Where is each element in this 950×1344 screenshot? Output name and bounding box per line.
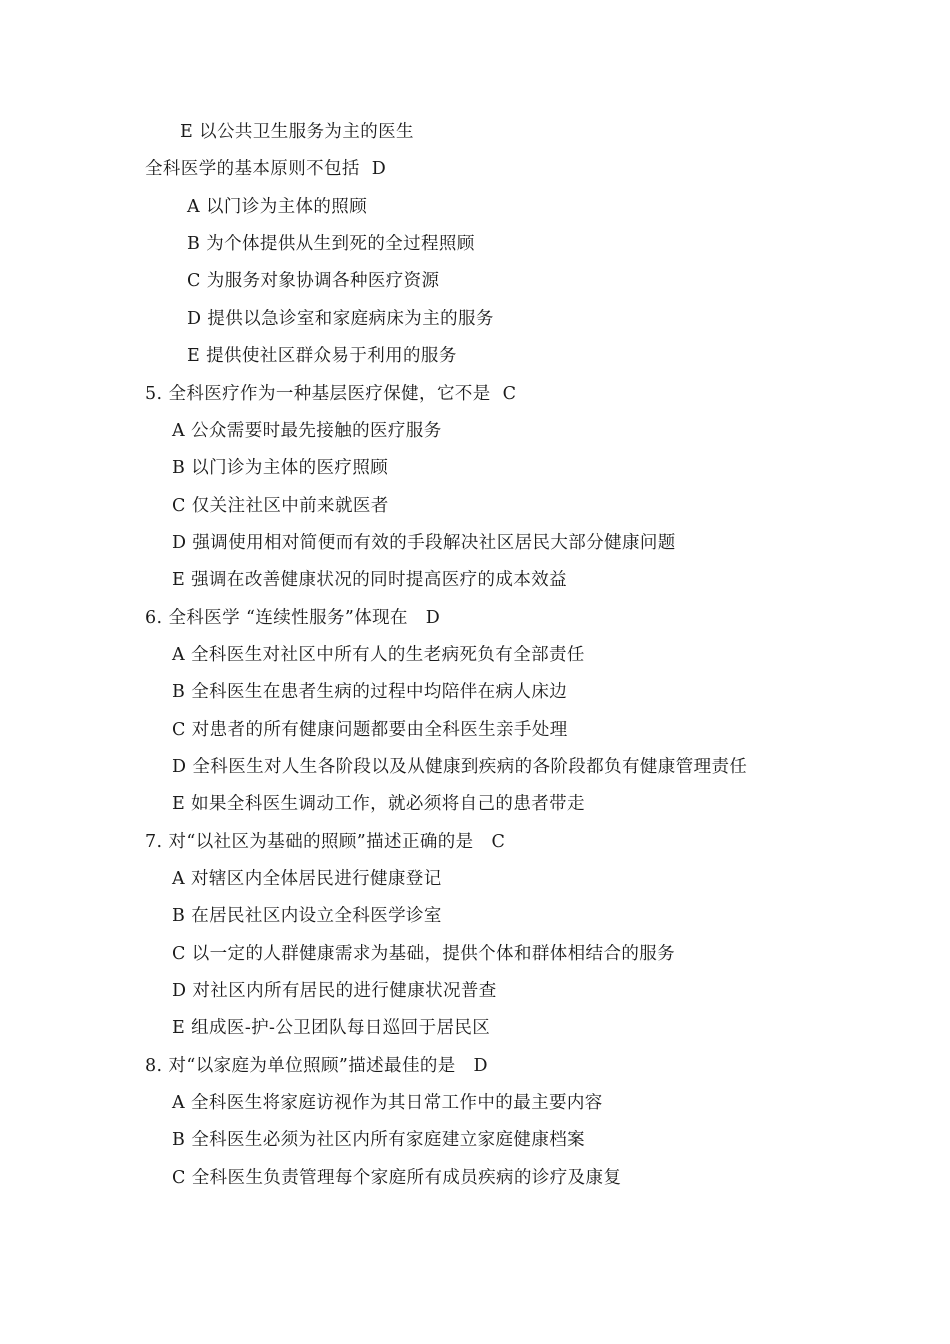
question-5-line: 5. 全科医疗作为一种基层医疗保健，它不是 C [145, 384, 517, 404]
option-c-line: C 以一定的人群健康需求为基础，提供个体和群体相结合的服务 [172, 944, 676, 964]
option-a-line: A 全科医生对社区中所有人的生老病死负有全部责任 [172, 645, 585, 665]
option-c-line: C 为服务对象协调各种医疗资源 [187, 271, 440, 291]
option-e-line: E 强调在改善健康状况的同时提高医疗的成本效益 [172, 570, 568, 590]
option-c-line: C 对患者的所有健康问题都要由全科医生亲手处理 [172, 720, 568, 740]
option-c-line: C 仅关注社区中前来就医者 [172, 496, 389, 516]
option-d-line: D 强调使用相对简便而有效的手段解决社区居民大部分健康问题 [172, 533, 676, 553]
option-e-line: E 以公共卫生服务为主的医生 [180, 122, 414, 142]
option-d-line: D 全科医生对人生各阶段以及从健康到疾病的各阶段都负有健康管理责任 [172, 757, 748, 777]
option-b-line: B 在居民社区内设立全科医学诊室 [172, 906, 442, 926]
option-a-line: A 以门诊为主体的照顾 [187, 197, 368, 217]
option-d-line: D 提供以急诊室和家庭病床为主的服务 [187, 309, 494, 329]
option-e-line: E 提供使社区群众易于利用的服务 [187, 346, 457, 366]
option-b-line: B 为个体提供从生到死的全过程照顾 [187, 234, 475, 254]
option-e-line: E 如果全科医生调动工作，就必须将自己的患者带走 [172, 794, 585, 814]
option-b-line: B 以门诊为主体的医疗照顾 [172, 458, 389, 478]
option-a-line: A 对辖区内全体居民进行健康登记 [172, 869, 442, 889]
option-b-line: B 全科医生在患者生病的过程中均陪伴在病人床边 [172, 682, 568, 702]
question-line: 全科医学的基本原则不包括 D [145, 159, 387, 179]
question-7-line: 7. 对“以社区为基础的照顾”描述正确的是 C [145, 832, 506, 852]
option-b-line: B 全科医生必须为社区内所有家庭建立家庭健康档案 [172, 1130, 586, 1150]
option-a-line: A 公众需要时最先接触的医疗服务 [172, 421, 442, 441]
question-6-line: 6. 全科医学 “连续性服务”体现在 D [145, 608, 441, 628]
option-c-line: C 全科医生负责管理每个家庭所有成员疾病的诊疗及康复 [172, 1168, 622, 1188]
option-a-line: A 全科医生将家庭访视作为其日常工作中的最主要内容 [172, 1093, 603, 1113]
question-8-line: 8. 对“以家庭为单位照顾”描述最佳的是 D [145, 1056, 488, 1076]
option-d-line: D 对社区内所有居民的进行健康状况普查 [172, 981, 497, 1001]
option-e-line: E 组成医-护-公卫团队每日巡回于居民区 [172, 1018, 491, 1038]
